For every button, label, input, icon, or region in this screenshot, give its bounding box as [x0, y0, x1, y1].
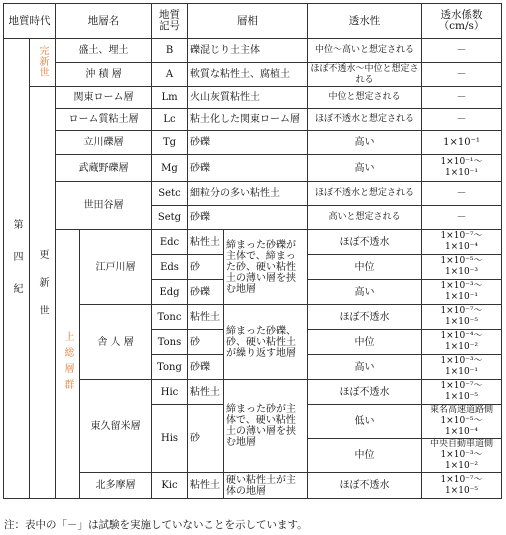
- layer-coefficient: 1×10⁻³～1×10⁻¹: [422, 280, 502, 305]
- layer-soil: 砂: [188, 405, 224, 473]
- layer-symbol: His: [152, 405, 188, 473]
- layer-permeability: ほぼ不透水: [308, 473, 422, 499]
- coefficient-value: 1×10⁻³～1×10⁻²: [440, 450, 483, 471]
- layer-symbol: Tons: [152, 330, 188, 355]
- table-row: [4, 131, 502, 155]
- layer-symbol: Tong: [152, 355, 188, 380]
- layer-symbol: Kic: [152, 473, 188, 499]
- header-row: [4, 4, 502, 39]
- layer-name: 世田谷層: [56, 182, 152, 230]
- layer-symbol: Lc: [152, 109, 188, 131]
- coefficient-value: 1×10⁻⁵～1×10⁻⁴: [440, 416, 483, 437]
- layer-name: 沖 積 層: [56, 63, 152, 87]
- layer-permeability: ほぼ不透水: [308, 230, 422, 255]
- layer-facies: 礫混じり土主体: [188, 39, 308, 63]
- table-row: [4, 39, 502, 63]
- layer-name: 関東ローム層: [56, 87, 152, 109]
- layer-permeability: 中位: [308, 330, 422, 355]
- layer-permeability: 高い: [308, 131, 422, 155]
- layer-facies: 砂礫: [188, 131, 308, 155]
- layer-permeability: 高い: [308, 355, 422, 380]
- layer-name: 江戸川層: [80, 230, 152, 305]
- header-symbol: 地質記号: [152, 4, 188, 39]
- layer-coefficient: －: [422, 87, 502, 109]
- layer-permeability: 高い: [308, 155, 422, 182]
- layer-soil: 粘性土: [188, 230, 224, 255]
- layer-permeability: ほぼ不透水と想定される: [308, 109, 422, 131]
- layer-coefficient: 1×10⁻⁷～1×10⁻⁵: [422, 473, 502, 499]
- coefficient-label: 東名高速道路側: [429, 405, 493, 415]
- layer-soil: 砂礫: [188, 280, 224, 305]
- layer-symbol: Mg: [152, 155, 188, 182]
- layer-symbol: Eds: [152, 255, 188, 280]
- coefficient-label: 中央自動車道側: [429, 439, 493, 449]
- layer-facies: 砂礫: [188, 206, 308, 230]
- layer-facies: 軟質な粘性土、腐植土: [188, 63, 308, 87]
- layer-symbol: Tg: [152, 131, 188, 155]
- group-kazusa: 上総層群: [56, 230, 80, 499]
- layer-coefficient: 1×10⁻¹: [422, 131, 502, 155]
- layer-name: ローム質粘土層: [56, 109, 152, 131]
- table-row: [4, 182, 502, 206]
- layer-permeability: 中位: [308, 255, 422, 280]
- period-quaternary: 第四紀: [4, 39, 30, 499]
- layer-permeability: 中位と想定される: [308, 87, 422, 109]
- geology-table: [3, 3, 502, 499]
- layer-symbol: B: [152, 39, 188, 63]
- layer-permeability: ほぼ不透水: [308, 380, 422, 405]
- layer-coefficient: －: [422, 39, 502, 63]
- layer-name: 舎 人 層: [80, 305, 152, 380]
- layer-permeability: 中位: [308, 439, 422, 473]
- layer-symbol: Edc: [152, 230, 188, 255]
- layer-symbol: Hic: [152, 380, 188, 405]
- layer-name: 盛土、埋土: [56, 39, 152, 63]
- layer-permeability: 高い: [308, 280, 422, 305]
- layer-coefficient: 1×10⁻⁵～1×10⁻³: [422, 255, 502, 280]
- layer-description: 締まった砂礫、砂、硬い粘性土が繰り返す地層: [224, 305, 308, 380]
- header-era: 地質時代: [4, 4, 56, 39]
- layer-description: 締まった砂礫が主体で、締まった砂、硬い粘性土の薄い層を挟む地層: [224, 230, 308, 305]
- period-pleistocene: 更新世: [30, 87, 56, 499]
- layer-coefficient: －: [422, 109, 502, 131]
- layer-symbol: Edg: [152, 280, 188, 305]
- header-coefficient: 透水係数（cm/s）: [422, 4, 502, 39]
- layer-facies: 粘土化した関東ローム層: [188, 109, 308, 131]
- layer-coefficient: [422, 439, 502, 473]
- layer-permeability: ほぼ不透水～中位と想定される: [308, 63, 422, 87]
- layer-symbol: A: [152, 63, 188, 87]
- layer-soil: 粘性土: [188, 305, 224, 330]
- table-row: [4, 155, 502, 182]
- layer-coefficient: －: [422, 63, 502, 87]
- layer-facies: 砂礫: [188, 155, 308, 182]
- layer-permeability: ほぼ不透水: [308, 305, 422, 330]
- layer-coefficient: 1×10⁻⁷～1×10⁻⁴: [422, 230, 502, 255]
- layer-soil: 粘性土: [188, 380, 224, 405]
- layer-coefficient: －: [422, 182, 502, 206]
- table-row: [4, 230, 502, 255]
- header-facies: 層相: [188, 4, 308, 39]
- layer-coefficient: 1×10⁻³～1×10⁻¹: [422, 355, 502, 380]
- layer-permeability: 高いと想定される: [308, 206, 422, 230]
- layer-symbol: Setg: [152, 206, 188, 230]
- header-layer-name: 地層名: [56, 4, 152, 39]
- layer-coefficient: 1×10⁻¹～1×10⁻¹: [422, 155, 502, 182]
- layer-coefficient: [422, 405, 502, 439]
- layer-soil: 砂礫: [188, 355, 224, 380]
- layer-symbol: Setc: [152, 182, 188, 206]
- layer-permeability: ほぼ不透水と想定される: [308, 182, 422, 206]
- layer-facies: 細粒分の多い粘性土: [188, 182, 308, 206]
- period-holocene: 完新世: [30, 39, 56, 87]
- layer-permeability: 中位～高いと想定される: [308, 39, 422, 63]
- header-permeability: 透水性: [308, 4, 422, 39]
- layer-coefficient: 1×10⁻⁷～1×10⁻⁵: [422, 305, 502, 330]
- layer-permeability: 低い: [308, 405, 422, 439]
- layer-soil: 砂: [188, 255, 224, 280]
- layer-facies: 火山灰質粘性土: [188, 87, 308, 109]
- table-row: [4, 87, 502, 109]
- footnote: 注：表中の「－」は試験を実施していないことを示しています。: [4, 519, 308, 531]
- layer-name: 立川礫層: [56, 131, 152, 155]
- layer-coefficient: 1×10⁻⁷～1×10⁻⁵: [422, 380, 502, 405]
- table-row: [4, 109, 502, 131]
- layer-name: 武蔵野礫層: [56, 155, 152, 182]
- layer-coefficient: －: [422, 206, 502, 230]
- layer-name: 東久留米層: [80, 380, 152, 473]
- layer-soil: 粘性土: [188, 473, 224, 499]
- layer-symbol: Tonc: [152, 305, 188, 330]
- layer-coefficient: 1×10⁻⁴～1×10⁻²: [422, 330, 502, 355]
- layer-description: 硬い粘性土が主体の地層: [224, 473, 308, 499]
- layer-symbol: Lm: [152, 87, 188, 109]
- layer-description: 締まった砂が主体で、硬い粘性土の薄い層を挟む地層: [224, 380, 308, 473]
- layer-soil: 砂: [188, 330, 224, 355]
- layer-name: 北多摩層: [80, 473, 152, 499]
- table-row: [4, 63, 502, 87]
